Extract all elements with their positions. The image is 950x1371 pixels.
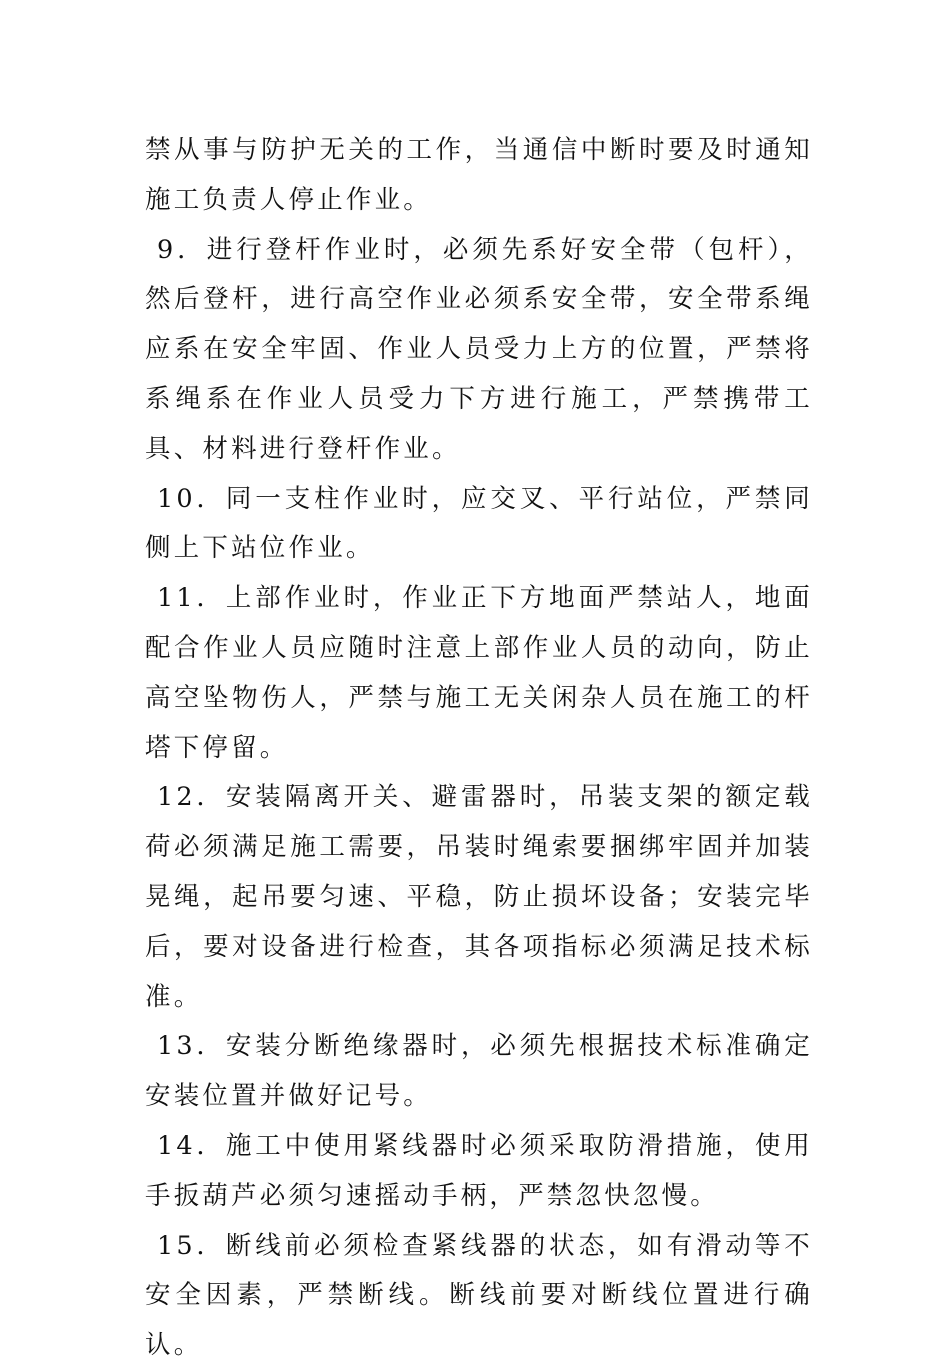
paragraph-item-10: 10．同一支柱作业时，应交叉、平行站位，严禁同侧上下站位作业。 (145, 483, 813, 564)
paragraph-item-9: 9．进行登杆作业时，必须先系好安全带（包杆），然后登杆，进行高空作业必须系安全带，安全带系绳应系在安全牢固、作业人员受力上方的位置，严禁将系绳系在作业人员受力下方进行施工，严禁携带工具、材料进行登杆作业。 (145, 234, 813, 464)
paragraph-item-14: 14．施工中使用紧线器时必须采取防滑措施，使用手扳葫芦必须匀速摇动手柄，严禁忽快忽慢。 (145, 1130, 813, 1211)
paragraph-continuation: 禁从事与防护无关的工作，当通信中断时要及时通知施工负责人停止作业。 (145, 135, 813, 215)
paragraph-item-12: 12．安装隔离开关、避雷器时，吊装支架的额定载荷必须满足施工需要，吊装时绳索要捆绑牢固并加装晃绳，起吊要匀速、平稳，防止损坏设备；安装完毕后，要对设备进行检查，其各项指标必须满足技术标准。 (145, 782, 813, 1012)
paragraph-item-15: 15．断线前必须检查紧线器的状态，如有滑动等不安全因素，严禁断线。断线前要对断线位置进行确认。 (145, 1230, 813, 1361)
document-body (145, 126, 813, 1371)
paragraph-item-13: 13．安装分断绝缘器时，必须先根据技术标准确定安装位置并做好记号。 (145, 1031, 813, 1112)
paragraph-item-11: 11．上部作业时，作业正下方地面严禁站人，地面配合作业人员应随时注意上部作业人员的动向，防止高空坠物伤人，严禁与施工无关闲杂人员在施工的杆塔下停留。 (145, 583, 813, 763)
